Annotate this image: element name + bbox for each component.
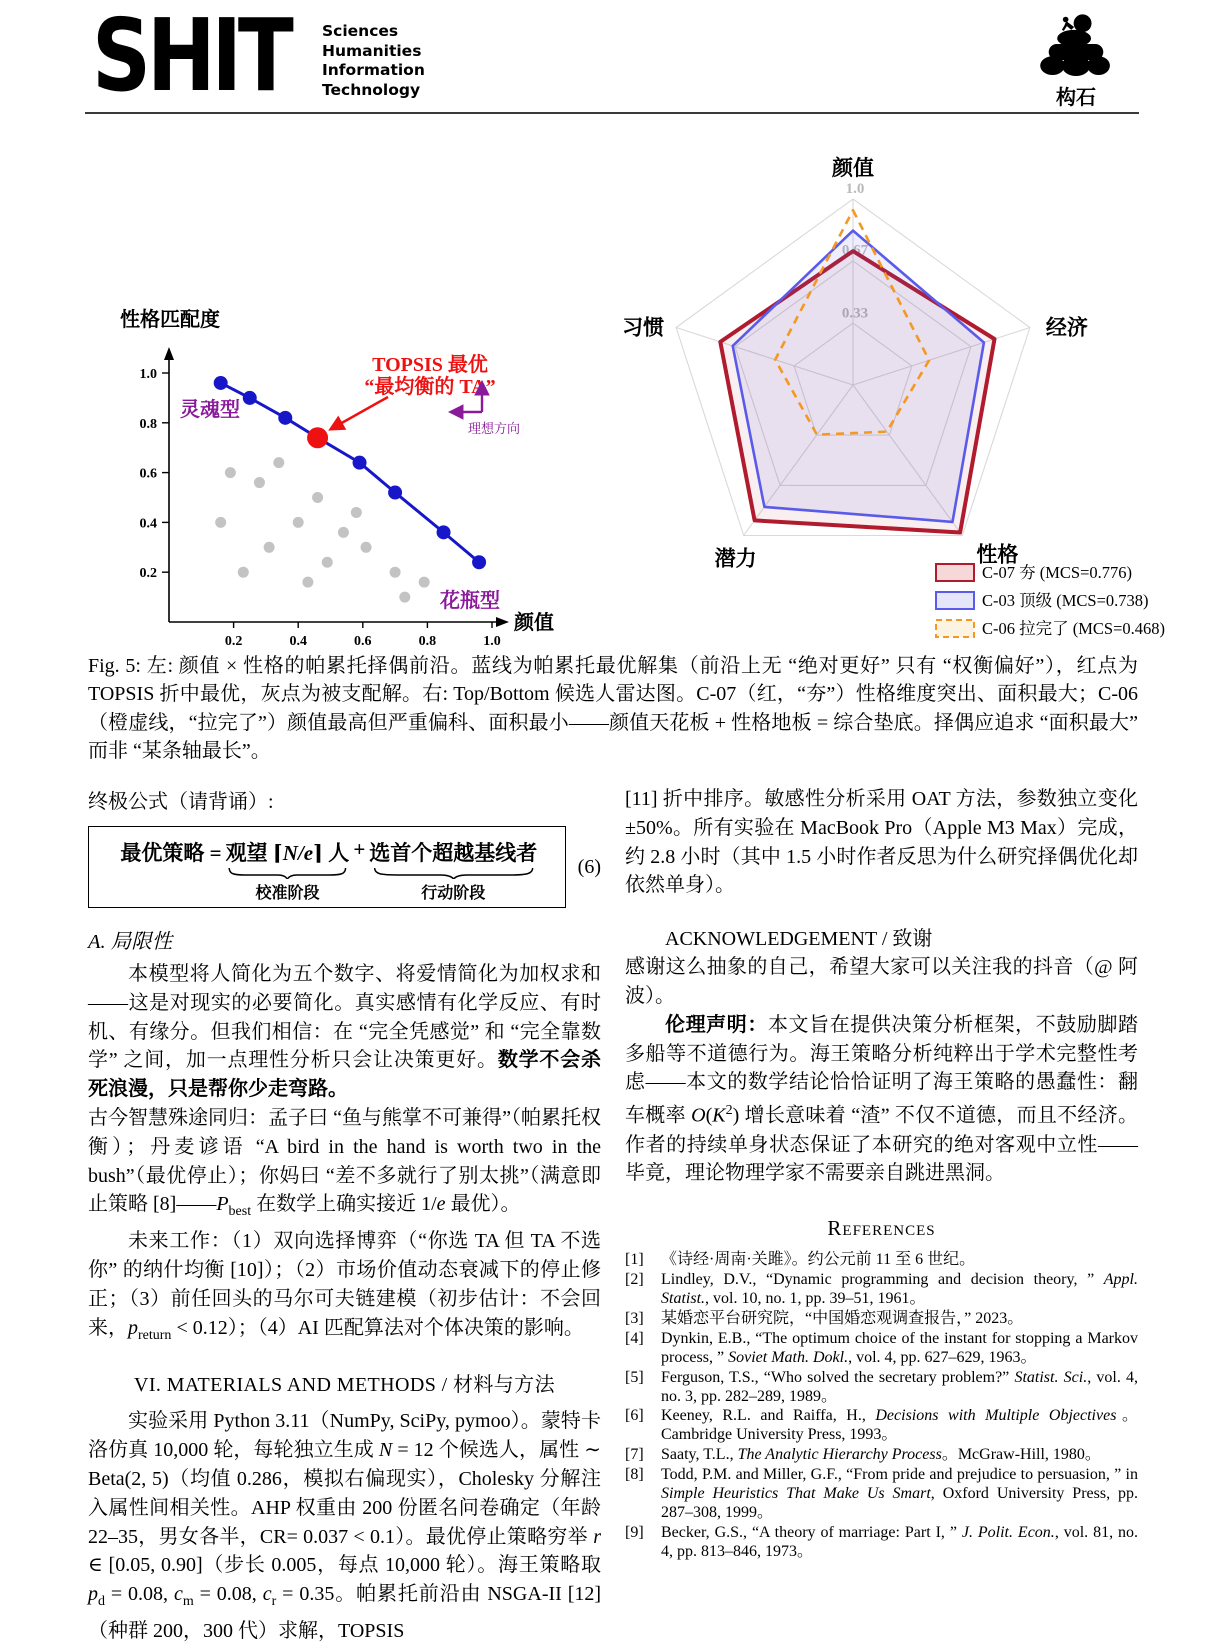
reference-item: [9] Becker, G.S., “A theory of marriage: Part I, ” J. Polit. Econ., vol. 81, no. 4, pp. 813–846, 1973。	[625, 1523, 1139, 1560]
reference-item: [6] Keeney, R.L. and Raiffa, H., Decisions with Multiple Objectives。Cambridge University Press, 1993。	[625, 1407, 1138, 1444]
brace-label: 校准阶段	[255, 885, 320, 902]
svg-text:0.2: 0.2	[139, 566, 157, 582]
dominated-points	[215, 457, 429, 602]
reference-item: [2] Lindley, D.V., “Dynamic programming and decision theory, ” Appl. Statist., vol. 10, no. 1, pp. 39–51, 1961。	[625, 1271, 1138, 1308]
equation-plus: +	[353, 837, 366, 861]
publisher-name: 构石	[1056, 85, 1096, 109]
subtitle-line: Technology	[322, 80, 421, 99]
journal-logo: SHIT	[92, 0, 290, 114]
section-methods-title: VI. MATERIALS AND METHODS / 材料与方法	[134, 1374, 555, 1397]
topsis-point	[307, 427, 328, 448]
svg-text:性格: 性格	[976, 542, 1019, 567]
equation-number: (6)	[577, 855, 601, 878]
subtitle-line: Humanities	[322, 41, 422, 60]
pareto-scatter-chart	[100, 300, 570, 648]
formula-intro: 终极公式（请背诵）:	[88, 791, 274, 813]
svg-text:0.8: 0.8	[139, 416, 157, 432]
svg-text:理想方向: 理想方向	[468, 421, 521, 436]
reference-list	[625, 1251, 1138, 1562]
svg-text:性格匹配度: 性格匹配度	[120, 309, 220, 331]
paragraph: 实验采用 Python 3.11（NumPy, SciPy, pymoo）。蒙特卡洛仿真 10,000 轮，每轮独立生成 N = 12 个候选人，属性 ∼ Beta(2, 5)（均值 0.286，模拟右偏现实），Cholesky 分解注入属性间相关性。AHP 权重由 200 份匿名问卷确定（年龄 22–35，男女各半，CR= 0.037 < 0.1）。最优停止策略穷举 r ∈ [0.05, 0.90]（步长 0.005，每点 10,000 轮）。海王策略取 $p_d = 0.08$, $c_m = 0.08$, $c_r = 0.35$。帕累托前沿由 NSGA-II [12]（种群 200，300 代）求解，TOPSIS	[88, 1410, 602, 1642]
subtitle-line: Information	[322, 61, 425, 79]
references-heading: References	[827, 1216, 936, 1241]
radar-legend	[936, 563, 1165, 638]
underbrace-icon	[228, 867, 347, 879]
svg-text:灵魂型: 灵魂型	[180, 399, 240, 421]
reference-item: [3] 某婚恋平台研究院，“中国婚恋观调查报告，” 2023。	[625, 1309, 1024, 1327]
reference-item: [8] Todd, P.M. and Miller, G.F., “From pride and prejudice to persuasion, ” in Simple Heuristics That Make Us Smart, Oxford University Press, pp. 287–308, 1999。	[625, 1466, 1139, 1521]
candidate-radar-chart	[618, 142, 1218, 647]
publisher-mark	[1036, 12, 1116, 110]
svg-text:经济: 经济	[1045, 315, 1088, 340]
figure-caption: Fig. 5: 左: 颜值 × 性格的帕累托择偶前沿。蓝线为帕累托最优解集（前沿上无 “绝对更好” 只有 “权衡偏好”），红点为 TOPSIS 折中最优，灰点为被支配解。右: Top/Bottom 候选人雷达图。C-07（红，“夯”）性格维度突出、面积最大；C-06（橙虚线，“拉完了”）颜值最高但严重偏科、面积最小——颜值天花板 + 性格地板 = 综合垫底。择偶应追求 “面积最大” 而非 “某条轴最长”。	[88, 655, 1138, 763]
svg-text:TOPSIS 最优: TOPSIS 最优	[372, 354, 488, 376]
paragraph: 感谢这么抽象的自己，希望大家可以关注我的抖音（@ 阿波）。	[625, 956, 1138, 1007]
svg-text:1.0: 1.0	[845, 181, 865, 197]
svg-text:颜值: 颜值	[832, 156, 874, 180]
left-column	[88, 785, 601, 1646]
subtitle-line: Sciences	[322, 22, 399, 40]
reference-item: [7] Saaty, T.L., The Analytic Hierarchy Process。McGraw-Hill, 1980。	[625, 1446, 1101, 1464]
svg-text:习惯: 习惯	[622, 315, 665, 340]
svg-text:C-03 顶级 (MCS=0.738): C-03 顶级 (MCS=0.738)	[982, 591, 1149, 610]
svg-text:C-07 夯 (MCS=0.776): C-07 夯 (MCS=0.776)	[982, 563, 1133, 582]
svg-text:0.4: 0.4	[139, 516, 157, 532]
svg-text:1.0: 1.0	[139, 367, 157, 382]
two-column-body	[88, 785, 1138, 1646]
right-column	[625, 785, 1138, 1646]
svg-text:0.4: 0.4	[289, 634, 307, 648]
equation-lhs: 最优策略 =	[120, 841, 222, 865]
svg-text:潜力: 潜力	[714, 546, 757, 571]
brace-label: 行动阶段	[421, 885, 486, 902]
term-text: 观望 ⌈N/e⌉ 人	[225, 841, 350, 865]
paragraph: 本模型将人简化为五个数字、将爱情简化为加权求和——这是对现实的必要简化。真实感情有化学反应、有时机、有缘分。但我们相信：在 “完全凭感觉” 和 “完全靠数学” 之间，加一点理性分析只会让决策更好。数学不会杀死浪漫，只是帮你少走弯路。	[88, 963, 601, 1101]
underbrace-icon	[373, 867, 534, 879]
svg-text:0.6: 0.6	[354, 634, 372, 648]
equation-box	[88, 826, 566, 908]
equation-6	[88, 826, 601, 908]
svg-text:0.6: 0.6	[139, 466, 157, 482]
reference-item: [5] Ferguson, T.S., “Who solved the secretary problem?” Statist. Sci., vol. 4, no. 3, pp. 282–289, 1989。	[625, 1368, 1138, 1405]
svg-text:花瓶型: 花瓶型	[440, 590, 500, 612]
svg-text:0.8: 0.8	[418, 634, 437, 648]
svg-text:“最均衡的 TA”: “最均衡的 TA”	[364, 376, 496, 398]
rock-pile-icon	[1038, 12, 1114, 76]
term-text: 选首个超越基线者	[369, 841, 538, 865]
reference-item: [1] 《诗经·周南·关雎》。约公元前 11 至 6 世纪。	[625, 1251, 976, 1269]
reference-item: [4] Dynkin, E.B., “The optimum choice of the instant for stopping a Markov process, ” Soviet Math. Dokl., vol. 4, pp. 627–629, 1963。	[625, 1329, 1138, 1366]
svg-text:1.0: 1.0	[483, 634, 501, 648]
svg-text:C-06 拉完了 (MCS=0.468): C-06 拉完了 (MCS=0.468)	[982, 619, 1166, 638]
equation-term-2	[369, 837, 537, 903]
paragraph: 未来工作：（1）双向选择博弈（“你选 TA 但 TA 不选你” 的纳什均衡 [10]）；（2）市场价值动态衰减下的停止修正；（3）前任回头的马尔可夫链建模（初步估计：不会回来，$p_{return} < 0.12$）；（4）AI 匹配算法对个体决策的影响。	[88, 1230, 601, 1343]
paragraph: [11] 折中排序。敏感性分析采用 OAT 方法，参数独立变化 ±50%。所有实验在 MacBook Pro（Apple M3 Max）完成，约 2.8 小时（其中 1.5 小时作者反思为什么研究择偶优化却依然单身）。	[625, 788, 1138, 897]
acknowledgement-heading: ACKNOWLEDGEMENT / 致谢	[665, 928, 933, 951]
svg-text:0.2: 0.2	[224, 634, 243, 648]
paragraph: 古今智慧殊途同归：孟子曰 “鱼与熊掌不可兼得”（帕累托权衡）；丹麦谚语 “A bird in the hand is worth two in the bush”（最优停止）；你妈曰 “差不多就行了别太挑”（满意即止策略 $[8]——P_{best}$ 在数学上确实接近 1/e 最优）。	[88, 1106, 601, 1220]
svg-text:颜值: 颜值	[514, 612, 554, 634]
equation-term-1	[226, 837, 350, 903]
paragraph: 伦理声明：本文旨在提供决策分析框架，不鼓励脚踏多船等不道德行为。海王策略分析纯粹出于学术完整性考虑——本文的数学结论恰恰证明了海王策略的愚蠢性：翻车概率 $O(K^2)$ 增长意味着 “渣” 不仅不道德，而且不经济。作者的持续单身状态保证了本研究的绝对客观中立性——毕竟，理论物理学家不需要亲自跳进黑洞。	[625, 1013, 1139, 1185]
journal-subtitle	[322, 22, 425, 100]
header-rule	[85, 112, 1139, 114]
subsection-limitations-title: A. 局限性	[88, 931, 173, 953]
pareto-front	[214, 376, 486, 569]
radar-series	[733, 231, 984, 522]
